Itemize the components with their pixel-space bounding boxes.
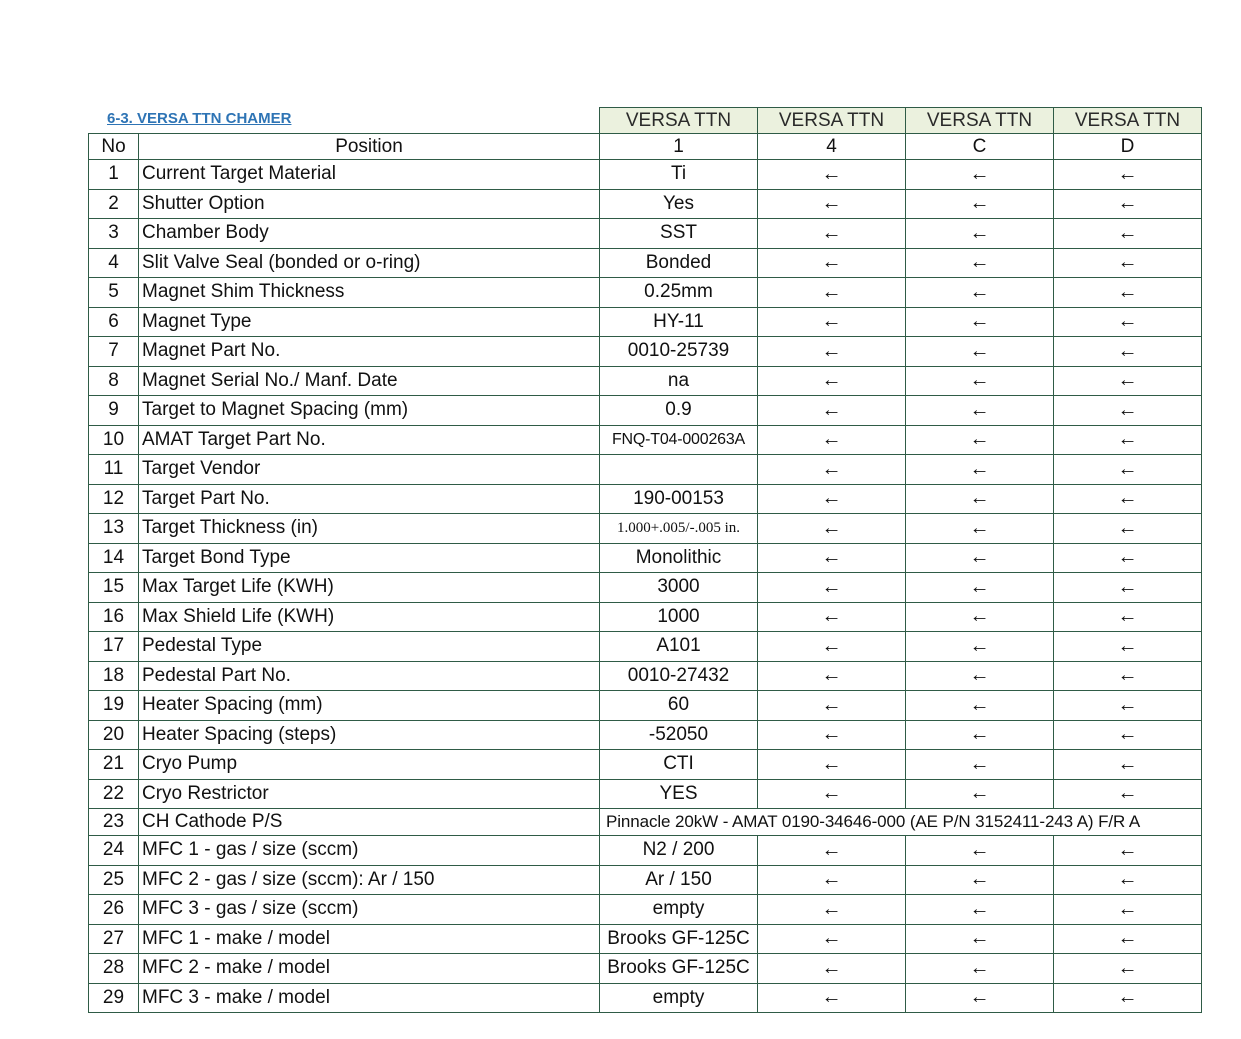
same-as-left-arrow: ← — [758, 750, 906, 780]
table-row — [89, 573, 1202, 603]
position-label: CH Cathode P/S — [139, 809, 600, 836]
table-row — [89, 219, 1202, 249]
position-label: Max Shield Life (KWH) — [139, 602, 600, 632]
same-as-left-arrow: ← — [1054, 750, 1202, 780]
same-as-left-arrow: ← — [906, 924, 1054, 954]
row-number: 15 — [89, 573, 139, 603]
table-row — [89, 602, 1202, 632]
model-header-cell: VERSA TTN — [906, 108, 1054, 134]
same-as-left-arrow: ← — [906, 865, 1054, 895]
value-cell: 1.000+.005/-.005 in. — [600, 514, 758, 544]
same-as-left-arrow: ← — [1054, 366, 1202, 396]
row-number: 21 — [89, 750, 139, 780]
same-as-left-arrow: ← — [906, 954, 1054, 984]
row-number: 22 — [89, 779, 139, 809]
value-cell — [600, 455, 758, 485]
table-row — [89, 278, 1202, 308]
table-row — [89, 248, 1202, 278]
same-as-left-arrow: ← — [758, 307, 906, 337]
value-cell: Monolithic — [600, 543, 758, 573]
table-row — [89, 924, 1202, 954]
table-row — [89, 661, 1202, 691]
value-cell: 3000 — [600, 573, 758, 603]
table-row — [89, 779, 1202, 809]
row-number: 12 — [89, 484, 139, 514]
same-as-left-arrow: ← — [758, 720, 906, 750]
position-label: Heater Spacing (steps) — [139, 720, 600, 750]
same-as-left-arrow: ← — [1054, 983, 1202, 1013]
row-number: 27 — [89, 924, 139, 954]
same-as-left-arrow: ← — [758, 983, 906, 1013]
table-row — [89, 396, 1202, 426]
same-as-left-arrow: ← — [906, 189, 1054, 219]
row-number: 4 — [89, 248, 139, 278]
position-header: Position — [139, 134, 600, 160]
model-header-cell: VERSA TTN — [1054, 108, 1202, 134]
same-as-left-arrow: ← — [906, 573, 1054, 603]
chamber-header: 4 — [758, 134, 906, 160]
position-label: AMAT Target Part No. — [139, 425, 600, 455]
position-label: MFC 3 - gas / size (sccm) — [139, 895, 600, 925]
same-as-left-arrow: ← — [906, 160, 1054, 190]
table-row — [89, 895, 1202, 925]
row-number: 11 — [89, 455, 139, 485]
same-as-left-arrow: ← — [1054, 396, 1202, 426]
row-number: 29 — [89, 983, 139, 1013]
same-as-left-arrow: ← — [1054, 779, 1202, 809]
same-as-left-arrow: ← — [1054, 248, 1202, 278]
same-as-left-arrow: ← — [906, 661, 1054, 691]
same-as-left-arrow: ← — [1054, 189, 1202, 219]
same-as-left-arrow: ← — [1054, 219, 1202, 249]
table-row — [89, 484, 1202, 514]
same-as-left-arrow: ← — [758, 514, 906, 544]
row-number: 25 — [89, 865, 139, 895]
same-as-left-arrow: ← — [758, 543, 906, 573]
table-row — [89, 954, 1202, 984]
same-as-left-arrow: ← — [758, 691, 906, 721]
same-as-left-arrow: ← — [906, 632, 1054, 662]
same-as-left-arrow: ← — [906, 455, 1054, 485]
row-number: 17 — [89, 632, 139, 662]
position-label: Target Vendor — [139, 455, 600, 485]
row-number: 19 — [89, 691, 139, 721]
same-as-left-arrow: ← — [758, 895, 906, 925]
position-label: Magnet Shim Thickness — [139, 278, 600, 308]
chamber-spec-table — [88, 107, 1202, 1013]
value-cell: Bonded — [600, 248, 758, 278]
no-header: No — [89, 134, 139, 160]
table-row — [89, 809, 1202, 836]
value-cell: YES — [600, 779, 758, 809]
value-cell: 0010-27432 — [600, 661, 758, 691]
value-cell: FNQ-T04-000263A — [600, 425, 758, 455]
same-as-left-arrow: ← — [758, 661, 906, 691]
same-as-left-arrow: ← — [1054, 425, 1202, 455]
row-number: 13 — [89, 514, 139, 544]
same-as-left-arrow: ← — [1054, 661, 1202, 691]
same-as-left-arrow: ← — [1054, 836, 1202, 866]
table-row — [89, 337, 1202, 367]
blank-cell — [139, 108, 600, 134]
same-as-left-arrow: ← — [906, 219, 1054, 249]
position-label: Target to Magnet Spacing (mm) — [139, 396, 600, 426]
position-label: Max Target Life (KWH) — [139, 573, 600, 603]
row-number: 28 — [89, 954, 139, 984]
row-number: 3 — [89, 219, 139, 249]
position-label: Target Thickness (in) — [139, 514, 600, 544]
value-cell: 60 — [600, 691, 758, 721]
table-row — [89, 983, 1202, 1013]
same-as-left-arrow: ← — [758, 602, 906, 632]
same-as-left-arrow: ← — [1054, 602, 1202, 632]
same-as-left-arrow: ← — [906, 836, 1054, 866]
model-header-row — [89, 108, 1202, 134]
table-row — [89, 455, 1202, 485]
row-number: 5 — [89, 278, 139, 308]
same-as-left-arrow: ← — [906, 307, 1054, 337]
same-as-left-arrow: ← — [758, 865, 906, 895]
value-cell: -52050 — [600, 720, 758, 750]
position-label: Current Target Material — [139, 160, 600, 190]
position-label: Shutter Option — [139, 189, 600, 219]
same-as-left-arrow: ← — [1054, 573, 1202, 603]
table-row — [89, 189, 1202, 219]
same-as-left-arrow: ← — [758, 278, 906, 308]
chamber-header: 1 — [600, 134, 758, 160]
value-cell: 0.25mm — [600, 278, 758, 308]
same-as-left-arrow: ← — [1054, 543, 1202, 573]
same-as-left-arrow: ← — [1054, 514, 1202, 544]
same-as-left-arrow: ← — [1054, 924, 1202, 954]
table-row — [89, 720, 1202, 750]
same-as-left-arrow: ← — [906, 278, 1054, 308]
same-as-left-arrow: ← — [758, 366, 906, 396]
same-as-left-arrow: ← — [758, 337, 906, 367]
position-label: MFC 2 - make / model — [139, 954, 600, 984]
chamber-header: C — [906, 134, 1054, 160]
same-as-left-arrow: ← — [906, 691, 1054, 721]
value-cell: HY-11 — [600, 307, 758, 337]
same-as-left-arrow: ← — [906, 779, 1054, 809]
same-as-left-arrow: ← — [1054, 720, 1202, 750]
row-number: 1 — [89, 160, 139, 190]
same-as-left-arrow: ← — [1054, 160, 1202, 190]
position-label: MFC 1 - gas / size (sccm) — [139, 836, 600, 866]
position-label: Magnet Part No. — [139, 337, 600, 367]
position-label: Chamber Body — [139, 219, 600, 249]
same-as-left-arrow: ← — [758, 160, 906, 190]
column-header-row — [89, 134, 1202, 160]
value-cell: empty — [600, 895, 758, 925]
value-cell: Brooks GF-125C — [600, 924, 758, 954]
model-header-cell: VERSA TTN — [600, 108, 758, 134]
position-label: MFC 2 - gas / size (sccm): Ar / 150 — [139, 865, 600, 895]
same-as-left-arrow: ← — [758, 189, 906, 219]
same-as-left-arrow: ← — [1054, 865, 1202, 895]
same-as-left-arrow: ← — [906, 750, 1054, 780]
same-as-left-arrow: ← — [1054, 455, 1202, 485]
same-as-left-arrow: ← — [906, 514, 1054, 544]
same-as-left-arrow: ← — [1054, 278, 1202, 308]
position-label: Pedestal Part No. — [139, 661, 600, 691]
same-as-left-arrow: ← — [906, 895, 1054, 925]
position-label: Cryo Restrictor — [139, 779, 600, 809]
table-row — [89, 307, 1202, 337]
same-as-left-arrow: ← — [1054, 691, 1202, 721]
same-as-left-arrow: ← — [758, 779, 906, 809]
same-as-left-arrow: ← — [758, 396, 906, 426]
value-cell-merged: Pinnacle 20kW - AMAT 0190-34646-000 (AE P/N 3152411-243 A) F/R A — [600, 809, 1202, 836]
table-row — [89, 366, 1202, 396]
same-as-left-arrow: ← — [1054, 337, 1202, 367]
same-as-left-arrow: ← — [906, 484, 1054, 514]
value-cell: N2 / 200 — [600, 836, 758, 866]
same-as-left-arrow: ← — [758, 632, 906, 662]
same-as-left-arrow: ← — [906, 602, 1054, 632]
same-as-left-arrow: ← — [758, 455, 906, 485]
row-number: 8 — [89, 366, 139, 396]
same-as-left-arrow: ← — [758, 924, 906, 954]
position-label: Magnet Type — [139, 307, 600, 337]
table-row — [89, 865, 1202, 895]
same-as-left-arrow: ← — [906, 366, 1054, 396]
same-as-left-arrow: ← — [758, 425, 906, 455]
value-cell: Ti — [600, 160, 758, 190]
value-cell: 0.9 — [600, 396, 758, 426]
position-label: Heater Spacing (mm) — [139, 691, 600, 721]
same-as-left-arrow: ← — [1054, 307, 1202, 337]
row-number: 24 — [89, 836, 139, 866]
position-label: Target Part No. — [139, 484, 600, 514]
position-label: MFC 3 - make / model — [139, 983, 600, 1013]
row-number: 6 — [89, 307, 139, 337]
table-row — [89, 836, 1202, 866]
value-cell: na — [600, 366, 758, 396]
same-as-left-arrow: ← — [1054, 632, 1202, 662]
same-as-left-arrow: ← — [758, 248, 906, 278]
value-cell: Yes — [600, 189, 758, 219]
position-label: Cryo Pump — [139, 750, 600, 780]
same-as-left-arrow: ← — [1054, 484, 1202, 514]
same-as-left-arrow: ← — [1054, 895, 1202, 925]
value-cell: SST — [600, 219, 758, 249]
value-cell: empty — [600, 983, 758, 1013]
table-row — [89, 691, 1202, 721]
table-row — [89, 750, 1202, 780]
table-row — [89, 425, 1202, 455]
same-as-left-arrow: ← — [758, 219, 906, 249]
row-number: 10 — [89, 425, 139, 455]
value-cell: Brooks GF-125C — [600, 954, 758, 984]
value-cell: CTI — [600, 750, 758, 780]
table-row — [89, 514, 1202, 544]
value-cell: 190-00153 — [600, 484, 758, 514]
row-number: 2 — [89, 189, 139, 219]
row-number: 18 — [89, 661, 139, 691]
row-number: 9 — [89, 396, 139, 426]
same-as-left-arrow: ← — [906, 720, 1054, 750]
row-number: 7 — [89, 337, 139, 367]
value-cell: 1000 — [600, 602, 758, 632]
row-number: 20 — [89, 720, 139, 750]
position-label: Pedestal Type — [139, 632, 600, 662]
value-cell: Ar / 150 — [600, 865, 758, 895]
row-number: 14 — [89, 543, 139, 573]
position-label: Magnet Serial No./ Manf. Date — [139, 366, 600, 396]
same-as-left-arrow: ← — [906, 248, 1054, 278]
table-row — [89, 160, 1202, 190]
same-as-left-arrow: ← — [1054, 954, 1202, 984]
same-as-left-arrow: ← — [906, 396, 1054, 426]
position-label: MFC 1 - make / model — [139, 924, 600, 954]
row-number: 23 — [89, 809, 139, 836]
same-as-left-arrow: ← — [758, 573, 906, 603]
row-number: 16 — [89, 602, 139, 632]
same-as-left-arrow: ← — [758, 484, 906, 514]
model-header-cell: VERSA TTN — [758, 108, 906, 134]
chamber-header: D — [1054, 134, 1202, 160]
section-title-link[interactable]: 6-3. VERSA TTN CHAMER — [107, 110, 292, 127]
position-label: Slit Valve Seal (bonded or o-ring) — [139, 248, 600, 278]
same-as-left-arrow: ← — [906, 425, 1054, 455]
same-as-left-arrow: ← — [758, 836, 906, 866]
table-row — [89, 632, 1202, 662]
row-number: 26 — [89, 895, 139, 925]
table-row — [89, 543, 1202, 573]
same-as-left-arrow: ← — [906, 983, 1054, 1013]
same-as-left-arrow: ← — [906, 543, 1054, 573]
same-as-left-arrow: ← — [758, 954, 906, 984]
position-label: Target Bond Type — [139, 543, 600, 573]
value-cell: A101 — [600, 632, 758, 662]
same-as-left-arrow: ← — [906, 337, 1054, 367]
value-cell: 0010-25739 — [600, 337, 758, 367]
blank-cell — [89, 108, 139, 134]
